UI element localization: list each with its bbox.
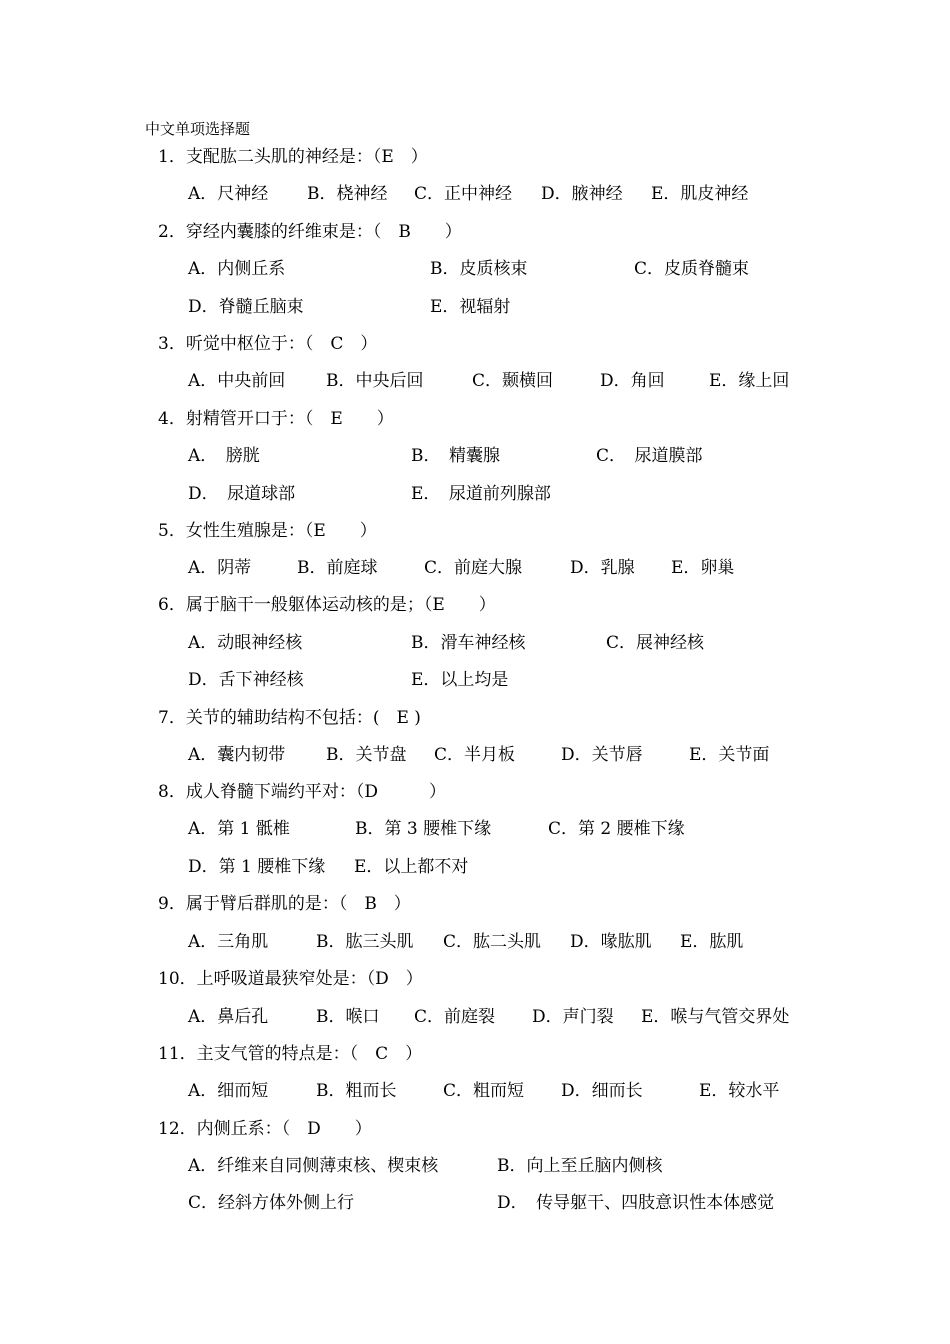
question-7-option-e: E．关节面 (689, 745, 770, 765)
question-2-option-b: B．皮质核束 (430, 259, 528, 279)
question-10-option-b: B．喉口 (316, 1007, 380, 1027)
question-10-option-d: D．声门裂 (532, 1007, 614, 1027)
question-3-option-d: D．角回 (600, 371, 665, 391)
question-8-option-d: D．第 1 腰椎下缘 (188, 857, 326, 877)
question-11-option-e: E．较水平 (699, 1081, 780, 1101)
question-5-stem: 5．女性生殖腺是：（E ） (158, 521, 377, 541)
question-11-option-b: B．粗而长 (316, 1081, 397, 1101)
question-1-option-e: E．肌皮神经 (651, 184, 749, 204)
question-10-option-e: E．喉与气管交界处 (641, 1007, 790, 1027)
question-7-option-b: B．关节盘 (326, 745, 407, 765)
question-6-option-a: A．动眼神经核 (188, 633, 303, 653)
question-2-option-e: E．视辐射 (430, 297, 511, 317)
question-6-option-c: C．展神经核 (606, 633, 705, 653)
question-2-option-d: D．脊髓丘脑束 (188, 297, 304, 317)
question-9-option-b: B．肱三头肌 (316, 932, 414, 952)
question-8-option-c: C．第 2 腰椎下缘 (548, 819, 685, 839)
question-10-option-a: A．鼻后孔 (188, 1007, 269, 1027)
question-3-option-e: E．缘上回 (709, 371, 790, 391)
question-5-option-b: B．前庭球 (297, 558, 378, 578)
question-2-option-c: C．皮质脊髓束 (634, 259, 750, 279)
question-7-option-c: C．半月板 (434, 745, 516, 765)
question-7-option-d: D．关节唇 (561, 745, 643, 765)
question-9-option-e: E．肱肌 (680, 932, 744, 952)
question-2-stem: 2．穿经内囊膝的纤维束是：（ B ） (158, 222, 462, 242)
question-8-option-b: B．第 3 腰椎下缘 (355, 819, 492, 839)
question-4-option-a: A． 膀胱 (188, 446, 260, 466)
question-7-option-a: A．囊内韧带 (188, 745, 286, 765)
question-2-option-a: A．内侧丘系 (188, 259, 286, 279)
question-3-option-c: C．颞横回 (472, 371, 554, 391)
question-9-stem: 9．属于臂后群肌的是：（ B ） (158, 894, 411, 914)
question-11-stem: 11．主支气管的特点是：（ C ） (158, 1044, 423, 1064)
question-8-option-a: A．第 1 骶椎 (188, 819, 290, 839)
question-1-stem: 1．支配肱二头肌的神经是：（E ） (158, 147, 428, 167)
question-4-option-e: E． 尿道前列腺部 (411, 484, 551, 504)
question-8-stem: 8．成人脊髓下端约平对：（D ） (158, 782, 446, 802)
question-5-option-e: E．卵巢 (671, 558, 735, 578)
question-1-option-c: C．正中神经 (414, 184, 513, 204)
question-12-option-a: A．纤维来自同侧薄束核、楔束核 (188, 1156, 439, 1176)
question-6-stem: 6．属于脑干一般躯体运动核的是；（E ） (158, 595, 496, 615)
question-1-option-d: D．腋神经 (541, 184, 623, 204)
question-4-stem: 4．射精管开口于：（ E ） (158, 409, 394, 429)
question-6-option-d: D．舌下神经核 (188, 670, 304, 690)
question-1-option-a: A．尺神经 (188, 184, 269, 204)
question-10-stem: 10．上呼吸道最狭窄处是：（D ） (158, 969, 423, 989)
question-9-option-d: D．喙肱肌 (570, 932, 652, 952)
question-12-stem: 12．内侧丘系：（ D ） (158, 1119, 372, 1139)
question-11-option-a: A．细而短 (188, 1081, 269, 1101)
question-12-option-b: B．向上至丘脑内侧核 (497, 1156, 663, 1176)
question-11-option-c: C．粗而短 (443, 1081, 525, 1101)
question-12-option-c: C．经斜方体外侧上行 (188, 1193, 355, 1213)
question-5-option-d: D．乳腺 (570, 558, 635, 578)
question-8-option-e: E．以上都不对 (354, 857, 469, 877)
question-9-option-c: C．肱二头肌 (443, 932, 542, 952)
document-heading: 中文单项选择题 (145, 120, 251, 138)
question-11-option-d: D．细而长 (561, 1081, 643, 1101)
question-9-option-a: A．三角肌 (188, 932, 269, 952)
question-4-option-b: B． 精囊腺 (411, 446, 500, 466)
question-7-stem: 7．关节的辅助结构不包括：( E ) (158, 708, 421, 728)
question-12-option-d: D． 传导躯干、四肢意识性本体感觉 (497, 1193, 775, 1213)
question-3-option-b: B．中央后回 (326, 371, 424, 391)
question-3-option-a: A．中央前回 (188, 371, 286, 391)
question-5-option-a: A．阴蒂 (188, 558, 252, 578)
question-5-option-c: C．前庭大腺 (424, 558, 523, 578)
question-3-stem: 3．听觉中枢位于：（ C ） (158, 334, 378, 354)
question-6-option-b: B．滑车神经核 (411, 633, 526, 653)
question-10-option-c: C．前庭裂 (414, 1007, 496, 1027)
question-4-option-c: C． 尿道膜部 (596, 446, 703, 466)
question-4-option-d: D． 尿道球部 (188, 484, 296, 504)
question-1-option-b: B．桡神经 (307, 184, 388, 204)
question-6-option-e: E．以上均是 (411, 670, 509, 690)
